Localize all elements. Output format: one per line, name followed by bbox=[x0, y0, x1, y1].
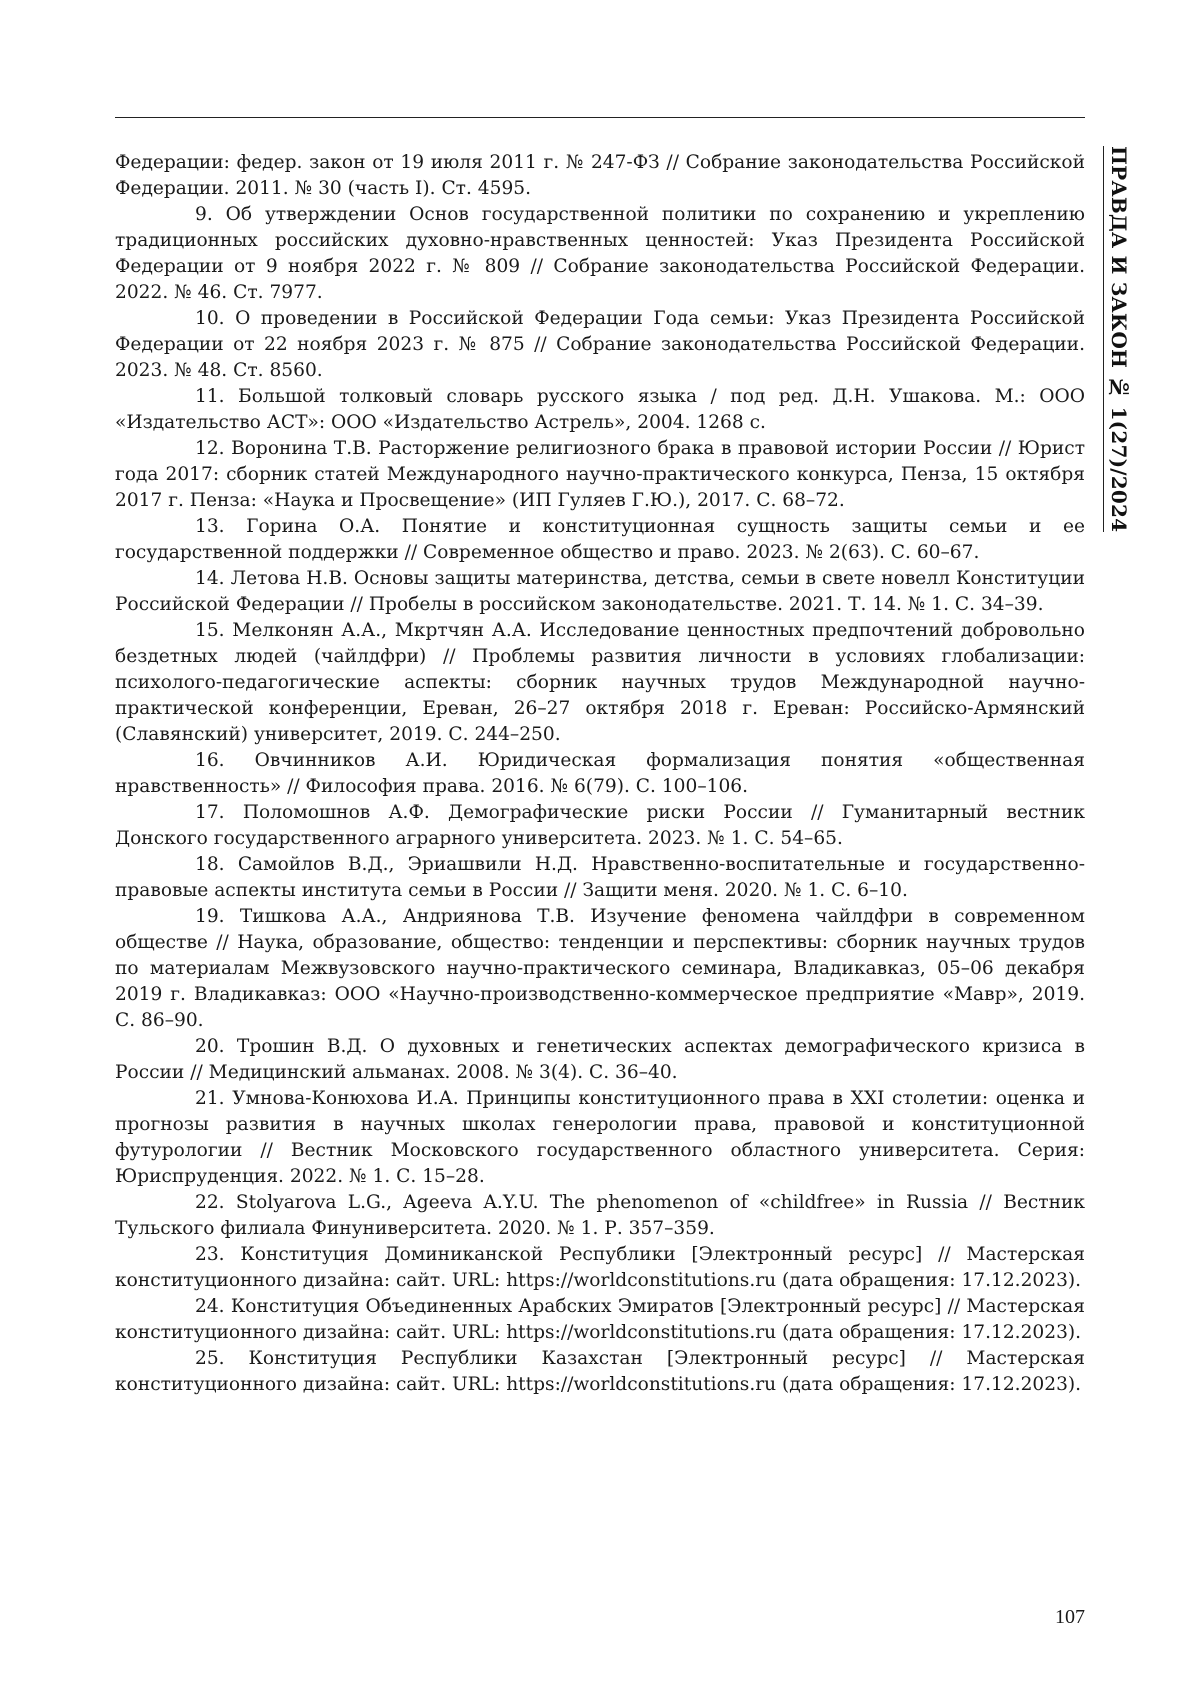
reference-item-14 bbox=[115, 566, 1085, 618]
reference-text: Конституция Объединенных Арабских Эмиратов [Электронный ресурс] // Мастерская конституционного дизайна: сайт. URL: https://worldconstitutions.ru (дата обращения: 17.12.2023). bbox=[115, 1296, 1085, 1343]
reference-text: Конституция Республики Казахстан [Электронный ресурс] // Мастерская конституционного дизайна: сайт. URL: https://worldconstitutions.ru (дата обращения: 17.12.2023). bbox=[115, 1348, 1085, 1395]
reference-item-17 bbox=[115, 800, 1085, 852]
reference-item-15 bbox=[115, 618, 1085, 748]
running-title bbox=[1100, 142, 1134, 536]
reference-item-16 bbox=[115, 748, 1085, 800]
reference-item-13 bbox=[115, 514, 1085, 566]
reference-text: Тишкова А.А., Андриянова Т.В. Изучение феномена чайлдфри в современном обществе // Наука, образование, общество: тенденции и перспективы: сборник научных трудов по материалам Межвузовского научно-практического семинара, Владикавказ, 05–06 декабря 2019 г. Владикавказ: ООО «Научно-производственно-коммерческое предприятие «Мавр», 2019. С. 86–90. bbox=[115, 906, 1085, 1031]
reference-number: 17. bbox=[195, 802, 225, 823]
reference-text: Поломошнов А.Ф. Демографические риски России // Гуманитарный вестник Донского государственного аграрного университета. 2023. № 1. С. 54–65. bbox=[115, 802, 1085, 849]
reference-item-8-continuation bbox=[115, 150, 1085, 202]
reference-text: Воронина Т.В. Расторжение религиозного брака в правовой истории России // Юрист года 2017: сборник статей Международного научно-практического конкурса, Пенза, 15 октября 2017 г. Пенза: «Наука и Просвещение» (ИП Гуляев Г.Ю.), 2017. С. 68–72. bbox=[115, 438, 1085, 511]
reference-number: 21. bbox=[195, 1088, 225, 1109]
reference-text: Горина О.А. Понятие и конституционная сущность защиты семьи и ее государственной поддержки // Современное общество и право. 2023. № 2(63). С. 60–67. bbox=[115, 516, 1085, 563]
reference-number: 18. bbox=[195, 854, 225, 875]
reference-item-19 bbox=[115, 904, 1085, 1034]
reference-item-25 bbox=[115, 1346, 1085, 1398]
reference-number: 12. bbox=[195, 438, 225, 459]
reference-item-24 bbox=[115, 1294, 1085, 1346]
reference-item-12 bbox=[115, 436, 1085, 514]
reference-number: 13. bbox=[195, 516, 225, 537]
reference-text: Овчинников А.И. Юридическая формализация понятия «общественная нравственность» // Философия права. 2016. № 6(79). С. 100–106. bbox=[115, 750, 1085, 797]
reference-text: Федерации: федер. закон от 19 июля 2011 г. № 247-ФЗ // Собрание законодательства Российской Федерации. 2011. № 30 (часть I). Ст. 4595. bbox=[115, 152, 1085, 199]
reference-text: О проведении в Российской Федерации Года семьи: Указ Президента Российской Федерации от 22 ноября 2023 г. № 875 // Собрание законодательства Российской Федерации. 2023. № 48. Ст. 8560. bbox=[115, 308, 1085, 381]
reference-text: Мелконян А.А., Мкртчян А.А. Исследование ценностных предпочтений добровольно бездетных людей (чайлдфри) // Проблемы развития личности в условиях глобализации: психолого-педагогические аспекты: сборник научных трудов Международной научно-практической конференции, Ереван, 26–27 октября 2018 г. Ереван: Российско-Армянский (Славянский) университет, 2019. С. 244–250. bbox=[115, 620, 1085, 745]
reference-text: Об утверждении Основ государственной политики по сохранению и укреплению традиционных российских духовно-нравственных ценностей: Указ Президента Российской Федерации от 9 ноября 2022 г. № 809 // Собрание законодательства Российской Федерации. 2022. № 46. Ст. 7977. bbox=[115, 204, 1085, 303]
page-number: 107 bbox=[1020, 1606, 1085, 1629]
header-rule bbox=[115, 117, 1085, 118]
reference-item-22 bbox=[115, 1190, 1085, 1242]
reference-item-9 bbox=[115, 202, 1085, 306]
reference-number: 25. bbox=[195, 1348, 225, 1369]
reference-text: Летова Н.В. Основы защиты материнства, детства, семьи в свете новелл Конституции Российской Федерации // Пробелы в российском законодательстве. 2021. Т. 14. № 1. С. 34–39. bbox=[115, 568, 1085, 615]
reference-item-21 bbox=[115, 1086, 1085, 1190]
reference-number: 24. bbox=[195, 1296, 225, 1317]
reference-item-23 bbox=[115, 1242, 1085, 1294]
reference-number: 15. bbox=[195, 620, 225, 641]
reference-number: 11. bbox=[195, 386, 225, 407]
reference-number: 20. bbox=[195, 1036, 225, 1057]
reference-number: 14. bbox=[195, 568, 225, 589]
reference-text: Большой толковый словарь русского языка / под ред. Д.Н. Ушакова. М.: ООО «Издательство АСТ»: ООО «Издательство Астрель», 2004. 1268 с. bbox=[115, 386, 1085, 433]
reference-number: 9. bbox=[195, 204, 213, 225]
reference-number: 23. bbox=[195, 1244, 225, 1265]
journal-title-text: ПРАВДА И ЗАКОН № 1(27)/2024 bbox=[1103, 146, 1131, 532]
reference-number: 10. bbox=[195, 308, 225, 329]
reference-item-11 bbox=[115, 384, 1085, 436]
reference-text: Конституция Доминиканской Республики [Электронный ресурс] // Мастерская конституционного дизайна: сайт. URL: https://worldconstitutions.ru (дата обращения: 17.12.2023). bbox=[115, 1244, 1085, 1291]
reference-item-10 bbox=[115, 306, 1085, 384]
reference-number: 16. bbox=[195, 750, 225, 771]
reference-text: Stolyarova L.G., Ageeva A.Y.U. The phenomenon of «childfree» in Russia // Вестник Тульского филиала Финуниверситета. 2020. № 1. Р. 357–359. bbox=[115, 1192, 1085, 1239]
reference-text: Трошин В.Д. О духовных и генетических аспектах демографического кризиса в России // Медицинский альманах. 2008. № 3(4). С. 36–40. bbox=[115, 1036, 1085, 1083]
reference-text: Самойлов В.Д., Эриашвили Н.Д. Нравственно-воспитательные и государственно-правовые аспекты института семьи в России // Защити меня. 2020. № 1. С. 6–10. bbox=[115, 854, 1085, 901]
reference-number: 22. bbox=[195, 1192, 225, 1213]
reference-number: 19. bbox=[195, 906, 225, 927]
reference-list bbox=[115, 150, 1085, 1398]
reference-text: Умнова-Конюхова И.А. Принципы конституционного права в XXI столетии: оценка и прогнозы развития в научных школах генерологии права, правовой и конституционной футурологии // Вестник Московского государственного областного университета. Серия: Юриспруденция. 2022. № 1. С. 15–28. bbox=[115, 1088, 1085, 1187]
reference-item-20 bbox=[115, 1034, 1085, 1086]
reference-item-18 bbox=[115, 852, 1085, 904]
